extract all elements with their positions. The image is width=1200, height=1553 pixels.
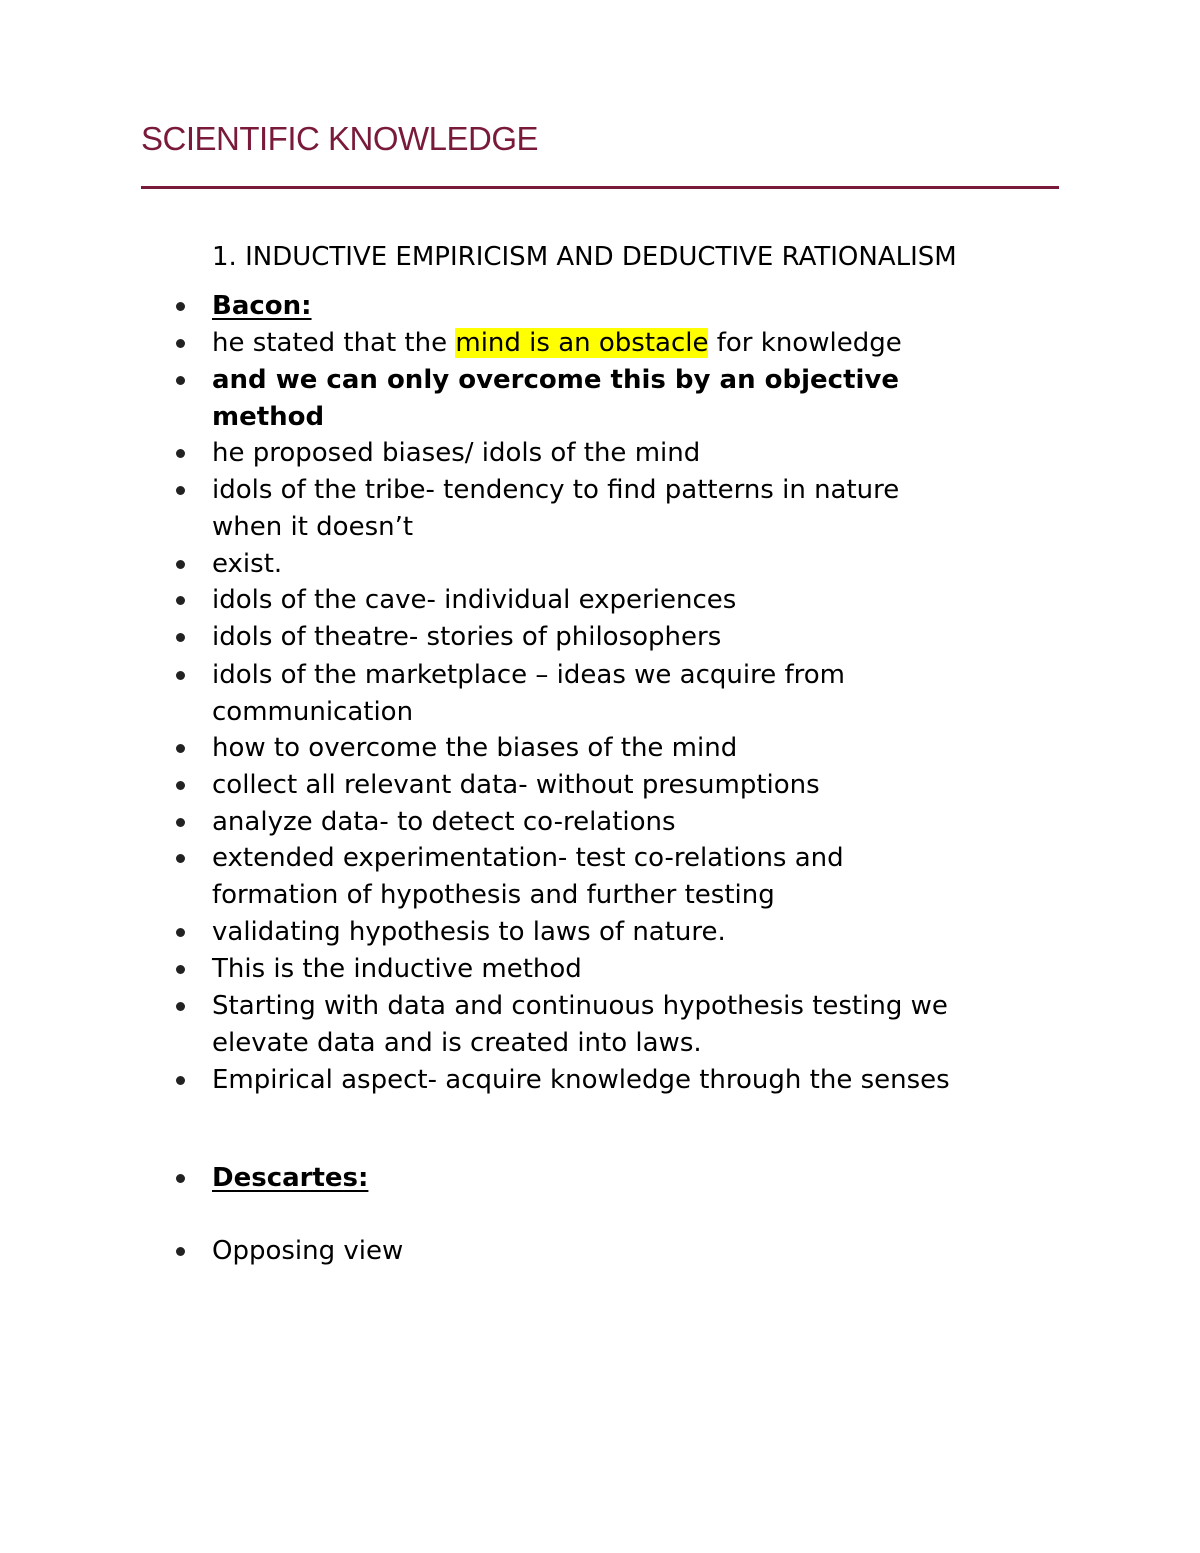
bullet-icon xyxy=(176,1002,185,1011)
bullet-starting-with-data xyxy=(212,988,1062,1061)
section-heading: 1. INDUCTIVE EMPIRICISM AND DEDUCTIVE RATIONALISM xyxy=(212,242,957,272)
bullet-line-2: elevate data and is created into laws. xyxy=(212,1027,702,1058)
bullet-icon xyxy=(176,596,185,605)
bullet-objective-method xyxy=(212,362,1062,435)
bullet-extended-experimentation xyxy=(212,840,1062,913)
bullet-icon xyxy=(176,560,185,569)
bullet-descartes-heading: Descartes: xyxy=(212,1163,369,1193)
bullet-bacon-heading: Bacon: xyxy=(212,291,312,321)
bullet-idols-of-mind: he proposed biases/ idols of the mind xyxy=(212,438,701,468)
bullet-validating-hypothesis: validating hypothesis to laws of nature. xyxy=(212,917,726,947)
bullet-line-1: and we can only overcome this by an objective xyxy=(212,365,899,395)
bullet-icon xyxy=(176,854,185,863)
bullet-icon xyxy=(176,302,185,311)
bullet-empirical-aspect: Empirical aspect- acquire knowledge through the senses xyxy=(212,1065,950,1095)
bullet-idols-of-cave: idols of the cave- individual experiences xyxy=(212,585,737,615)
bullet-idols-of-marketplace xyxy=(212,657,1062,730)
bullet-line-1: Starting with data and continuous hypothesis testing we xyxy=(212,991,948,1021)
bullet-mind-obstacle xyxy=(212,325,1062,362)
bullet-icon xyxy=(176,1076,185,1085)
bullet-idols-of-tribe xyxy=(212,472,1062,545)
bullet-text-pre: he stated that the xyxy=(212,328,456,358)
bullet-icon xyxy=(176,781,185,790)
bullet-text-post: for knowledge xyxy=(708,328,902,358)
bullet-icon xyxy=(176,744,185,753)
highlighted-text: mind is an obstacle xyxy=(455,328,709,358)
bullet-line-1: idols of the marketplace – ideas we acquire from xyxy=(212,660,845,690)
bullet-overcome-biases: how to overcome the biases of the mind xyxy=(212,733,738,763)
bullet-icon xyxy=(176,1174,185,1183)
bullet-icon xyxy=(176,671,185,680)
bullet-inductive-method: This is the inductive method xyxy=(212,954,582,984)
bullet-icon xyxy=(176,376,185,385)
bullet-line-1: extended experimentation- test co-relations and xyxy=(212,843,844,873)
bullet-analyze-data: analyze data- to detect co-relations xyxy=(212,807,676,837)
bullet-exist: exist. xyxy=(212,549,283,579)
bullet-line-2: formation of hypothesis and further testing xyxy=(212,879,775,910)
bullet-icon xyxy=(176,449,185,458)
bullet-icon xyxy=(176,633,185,642)
bullet-line-2: communication xyxy=(212,696,414,727)
document-title: SCIENTIFIC KNOWLEDGE xyxy=(141,120,539,157)
bullet-icon xyxy=(176,339,185,348)
bullet-line-2: method xyxy=(212,401,325,432)
bullet-icon xyxy=(176,928,185,937)
bullet-icon xyxy=(176,818,185,827)
bullet-idols-of-theatre: idols of theatre- stories of philosophers xyxy=(212,622,722,652)
bullet-opposing-view: Opposing view xyxy=(212,1236,404,1266)
bullet-icon xyxy=(176,1247,185,1256)
bullet-collect-data: collect all relevant data- without presumptions xyxy=(212,770,820,800)
bullet-icon xyxy=(176,486,185,495)
bullet-line-2: when it doesn’t xyxy=(212,511,414,542)
bullet-line-1: idols of the tribe- tendency to find patterns in nature xyxy=(212,475,900,505)
bullet-icon xyxy=(176,965,185,974)
